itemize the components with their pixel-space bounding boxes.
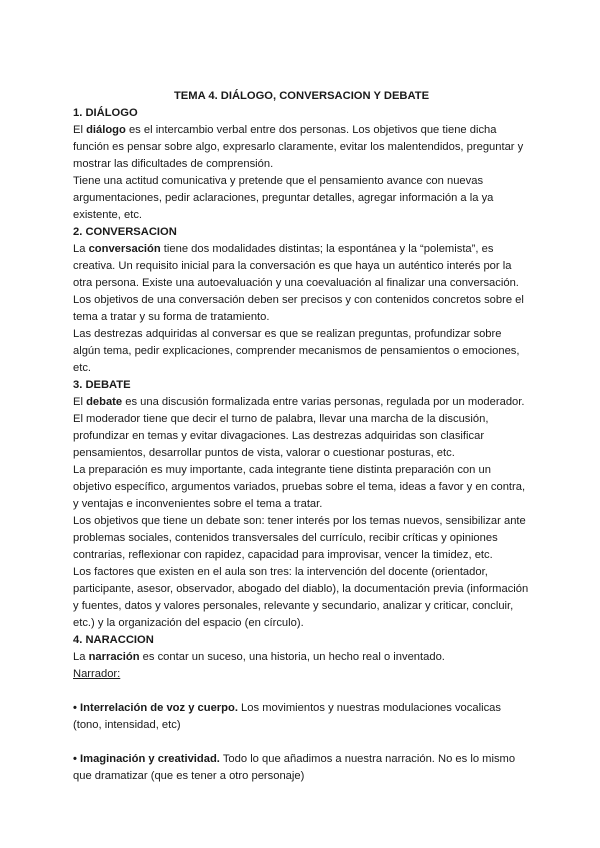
section-heading-conversacion: 2. CONVERSACION [73, 226, 177, 238]
bullet-item [73, 751, 530, 785]
text: es el intercambio verbal entre dos personas. Los objetivos que tiene dicha función es pensar sobre algo, expresarlo claramente, evitar los malentendidos, preguntar y mostrar las dificultades de comprensión. [73, 124, 524, 170]
term: debate [86, 396, 123, 408]
term: conversación [88, 243, 161, 255]
text: tiene dos modalidades distintas; la espontánea y la “polemista”, es creativa. Un requisito inicial para la conversación es que haya un auténtico interés por la otra persona. Existe una autoevaluación y una coevaluación al finalizar una conversación. [73, 243, 519, 289]
text: El [73, 124, 87, 136]
paragraph: Los objetivos que tiene un debate son: tener interés por los temas nuevos, sensibilizar ante problemas sociales, contenidos transversales del currículo, recibir críticas y opiniones contrarias, reflexionar con rapidez, capacidad para improvisar, vencer la timidez, etc. [73, 515, 526, 561]
term: diálogo [86, 124, 126, 136]
bullet-lead: • Imaginación y creatividad. [73, 753, 220, 765]
text: es una discusión formalizada entre varias personas, regulada por un moderador. El moderador tiene que decir el turno de palabra, llevar una marcha de la discusión, profundizar en temas y evitar divagaciones. Las destrezas adquiridas son clasificar pensamientos, desarrollar puntos de vista, valorar o cuestionar posturas, etc. [73, 396, 525, 459]
bullet-item [73, 700, 530, 734]
paragraph [73, 394, 530, 462]
spacer [73, 683, 530, 700]
term: narración [88, 651, 140, 663]
section-heading-dialogo: 1. DIÁLOGO [73, 107, 138, 119]
paragraph [73, 122, 530, 173]
bullet-text: Todo lo que añadimos a nuestra narración. No es lo mismo que dramatizar (que es tener a otro personaje) [73, 753, 516, 782]
paragraph: La preparación es muy importante, cada integrante tiene distinta preparación con un objetivo específico, argumentos variados, pruebas sobre el tema, ideas a favor y en contra, y ventajas e inconvenientes sobre el tema a tratar. [73, 464, 526, 510]
text: La [73, 651, 89, 663]
paragraph [73, 241, 530, 292]
bullet-text: Los movimientos y nuestras modulaciones vocalicas (tono, intensidad, etc) [73, 702, 501, 731]
subheading-narrador: Narrador: [73, 668, 121, 680]
section-heading-debate: 3. DEBATE [73, 379, 131, 391]
section-heading-naraccion: 4. NARACCION [73, 634, 154, 646]
text: es contar un suceso, una historia, un hecho real o inventado. [139, 651, 445, 663]
spacer [73, 734, 530, 751]
bullet-lead: • Interrelación de voz y cuerpo. [73, 702, 238, 714]
document-title: TEMA 4. DIÁLOGO, CONVERSACION Y DEBATE [173, 90, 430, 102]
paragraph: Los objetivos de una conversación deben ser precisos y con contenidos concretos sobre el tema a tratar y su forma de tratamiento. [73, 294, 524, 323]
text: La [73, 243, 89, 255]
paragraph: Los factores que existen en el aula son tres: la intervención del docente (orientador, participante, asesor, observador, abogado del diablo), la documentación previa (información y fuentes, datos y valores personales, relevante y secundario, analizar y criticar, concluir, etc.) y la organización del espacio (en círculo). [73, 566, 529, 629]
paragraph: Tiene una actitud comunicativa y pretende que el pensamiento avance con nuevas argumentaciones, pedir aclaraciones, preguntar detalles, agregar información a la ya existente, etc. [73, 175, 494, 221]
paragraph: Las destrezas adquiridas al conversar es que se realizan preguntas, profundizar sobre algún tema, pedir explicaciones, comprender mecanismos de pensamientos o emociones, etc. [73, 328, 520, 374]
paragraph [73, 649, 530, 666]
text: El [73, 396, 87, 408]
